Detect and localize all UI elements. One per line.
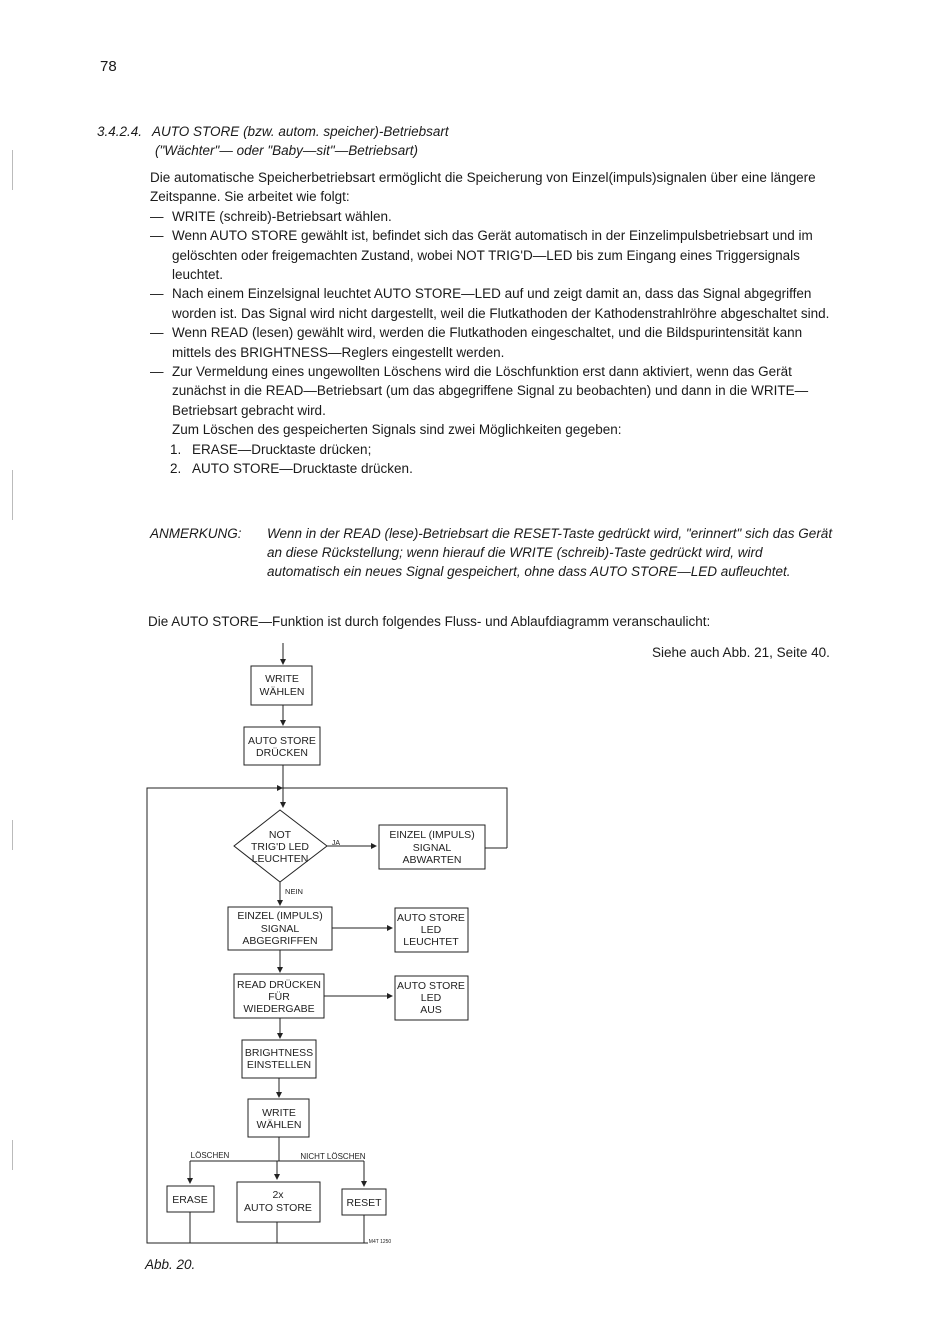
decision-line: LEUCHTEN <box>251 853 309 865</box>
scan-edge-mark <box>12 470 13 520</box>
step-text: Nach einem Einzelsignal leuchtet AUTO STORE—LED auf und zeigt damit an, dass das Signal abgegriffen worden ist. Das Signal wird nicht dargestellt, weil die Flutkathoden der Kathodenstrahlröhre abgeschaltet sind. <box>172 286 830 321</box>
erase-option-number: 2. <box>170 461 182 477</box>
diagram-intro: Die AUTO STORE—Funktion ist durch folgendes Fluss- und Ablaufdiagramm veranschaulicht: <box>148 614 711 629</box>
erase-option-number: 1. <box>170 441 182 457</box>
autostore-twice-line: AUTO STORE <box>244 1202 312 1214</box>
step-text: Wenn READ (lesen) gewählt wird, werden die Flutkathoden eingeschaltet, und die Bildspurintensität kann mittels des BRIGHTNESS—Reglers eingestellt werden. <box>172 325 803 360</box>
read-press-line: FÜR <box>268 991 290 1003</box>
write-select-line: WRITE <box>265 673 299 685</box>
write-select-2-line: WRITE <box>262 1107 296 1119</box>
section-number: 3.4.2.4. <box>97 124 143 139</box>
led-on-line: LEUCHTET <box>403 936 459 948</box>
no-erase-branch-label: NICHT LÖSCHEN <box>300 1152 366 1161</box>
step-dash: — <box>150 325 164 341</box>
led-off-line: AUS <box>420 1004 442 1016</box>
note-text: Wenn in der READ (lese)-Betriebsart die RESET-Taste gedrückt wird, "erinnert" sich das Gerät an diese Rückstellung; wenn hierauf die WRITE (schreib)-Taste gedrückt wird, wird automatisch ein neues Signal gespeichert, ohne dass AUTO STORE—LED aufleuchtet. <box>267 526 833 579</box>
write-select-2-line: WÄHLEN <box>256 1119 302 1131</box>
read-press-line: WIEDERGABE <box>243 1003 315 1015</box>
page-number: 78 <box>100 58 117 75</box>
autostore-press-line: AUTO STORE <box>248 735 316 747</box>
step-dash: — <box>150 286 164 302</box>
section-title: AUTO STORE (bzw. autom. speicher)-Betriebsart <box>152 124 449 139</box>
step-text: Zur Vermeldung eines ungewollten Löschens wird die Löschfunktion erst dann aktiviert, wenn das Gerät zunächst in die READ—Betriebsart (um das abgegriffene Signal zu beobachten) und dann in die WRITE—Betriebsart gebracht wird. <box>172 364 809 418</box>
erase-option-text: ERASE—Drucktaste drücken; <box>192 441 372 457</box>
figure-code: M4T 1250 <box>368 1239 392 1245</box>
brightness-line: EINSTELLEN <box>246 1059 312 1071</box>
brightness-line: BRIGHTNESS <box>244 1047 314 1059</box>
write-select-line: WÄHLEN <box>259 686 305 698</box>
read-press-line: READ DRÜCKEN <box>236 979 322 991</box>
erase-branch-label: LÖSCHEN <box>190 1151 230 1160</box>
erase-intro-text: Zum Löschen des gespeicherten Signals sind zwei Möglichkeiten gegeben: <box>172 422 622 438</box>
see-also-reference: Siehe auch Abb. 21, Seite 40. <box>652 645 830 660</box>
autostore-twice-line: 2x <box>272 1189 284 1201</box>
erase-button-label: ERASE <box>172 1194 208 1206</box>
wait-signal-line: SIGNAL <box>412 842 452 854</box>
scan-edge-mark <box>12 1140 13 1170</box>
step-text: WRITE (schreib)-Betriebsart wählen. <box>172 208 392 224</box>
signal-captured-line: ABGEGRIFFEN <box>242 935 318 947</box>
section-subtitle: ("Wächter"— oder "Baby—sit"—Betriebsart) <box>155 143 418 158</box>
led-off-line: LED <box>420 992 442 1004</box>
decision-line: TRIG'D LED <box>250 841 310 853</box>
led-on-line: LED <box>420 924 442 936</box>
signal-captured-line: EINZEL (IMPULS) <box>237 910 323 922</box>
reset-button-label: RESET <box>346 1197 382 1209</box>
step-dash: — <box>150 364 164 380</box>
figure-caption: Abb. 20. <box>145 1257 196 1272</box>
led-off-line: AUTO STORE <box>397 980 465 992</box>
note-label: ANMERKUNG: <box>150 526 242 541</box>
step-dash: — <box>150 228 164 244</box>
decision-line: NOT <box>268 829 292 841</box>
scan-edge-mark <box>12 820 13 850</box>
erase-option-text: AUTO STORE—Drucktaste drücken. <box>192 461 413 477</box>
scan-edge-mark <box>12 150 13 190</box>
step-dash: — <box>150 208 164 224</box>
yes-label: JA <box>331 840 341 847</box>
intro-paragraph: Die automatische Speicherbetriebsart ermöglicht die Speicherung von Einzel(impuls)signalen über eine längere Zeitspanne. Sie arbeitet wie folgt: <box>150 170 816 205</box>
wait-signal-line: ABWARTEN <box>402 854 462 866</box>
step-text: Wenn AUTO STORE gewählt ist, befindet sich das Gerät automatisch in der Einzelimpulsbetriebsart und im gelöschten oder freigemachten Zustand, wobei NOT TRIG'D—LED bis zum Eingang eines Triggersignals leuchtet. <box>172 228 813 283</box>
led-on-line: AUTO STORE <box>397 912 465 924</box>
wait-signal-line: EINZEL (IMPULS) <box>389 829 475 841</box>
no-label: NEIN <box>285 887 303 896</box>
autostore-press-line: DRÜCKEN <box>256 747 308 759</box>
signal-captured-line: SIGNAL <box>260 923 300 935</box>
